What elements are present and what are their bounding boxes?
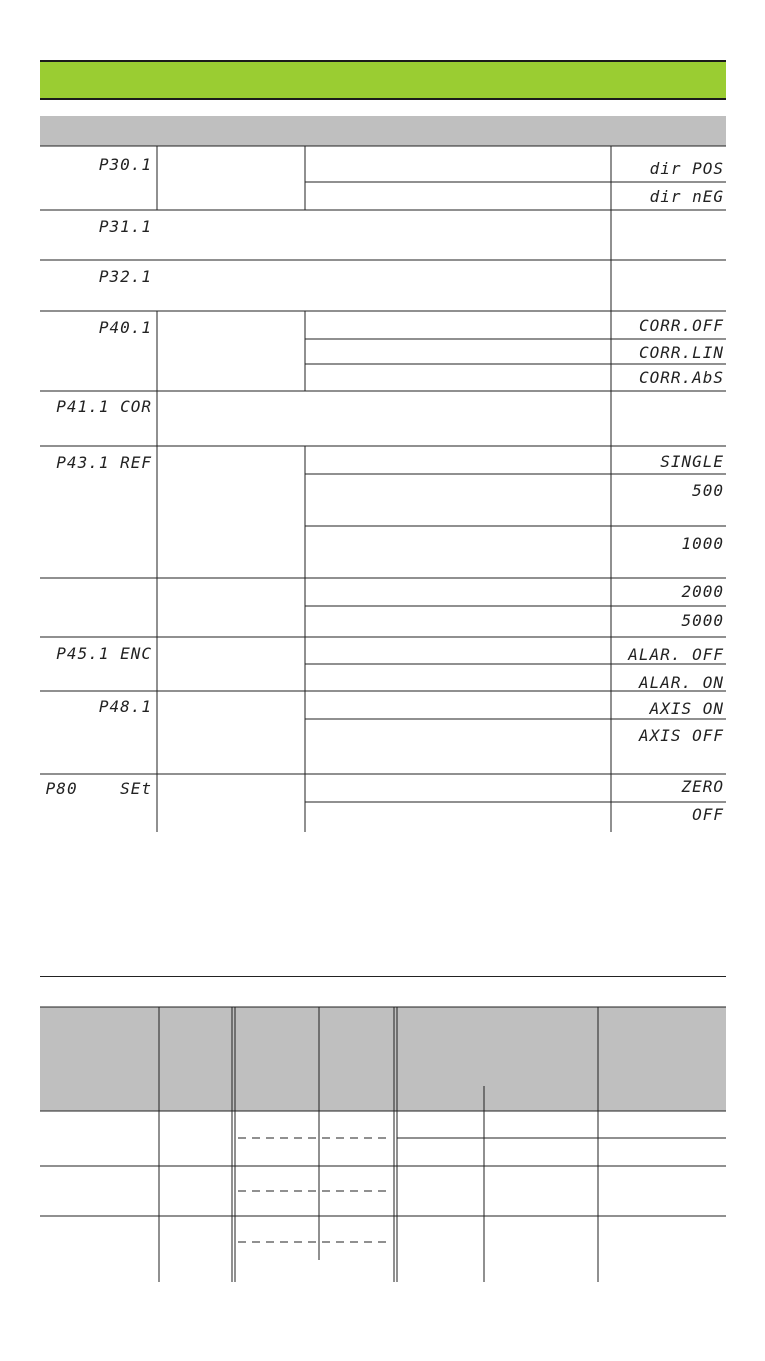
option-5000: 5000	[681, 611, 724, 630]
option-500: 500	[692, 481, 724, 500]
param-code-p32: P32.1	[98, 267, 152, 286]
param-code-p80: P80 SEt	[45, 779, 152, 798]
param-code-p48: P48.1	[98, 697, 152, 716]
option-dir-pos: dir POS	[649, 159, 724, 178]
param-code-p31: P31.1	[98, 217, 152, 236]
option-zero: ZERO	[681, 777, 724, 796]
option-alar-on: ALAR. ON	[638, 673, 724, 692]
param-code-p43: P43.1 REF	[56, 453, 152, 472]
option-axis-on: AXIS ON	[649, 699, 724, 718]
option-corr-off: CORR.OFF	[638, 316, 724, 335]
param-code-p40: P40.1	[98, 318, 152, 337]
option-alar-off: ALAR. OFF	[628, 645, 724, 664]
param-code-p41: P41.1 COR	[56, 397, 152, 416]
option-2000: 2000	[681, 582, 724, 601]
param-code-p30: P30.1	[98, 155, 152, 174]
option-off: OFF	[692, 805, 724, 824]
param-code-p45: P45.1 ENC	[56, 644, 152, 663]
option-1000: 1000	[681, 534, 724, 553]
option-corr-abs: CORR.AbS	[638, 368, 724, 387]
option-corr-lin: CORR.LIN	[638, 343, 724, 362]
option-single: SINGLE	[660, 452, 724, 471]
option-axis-off: AXIS OFF	[638, 726, 724, 745]
option-dir-neg: dir nEG	[649, 187, 724, 206]
